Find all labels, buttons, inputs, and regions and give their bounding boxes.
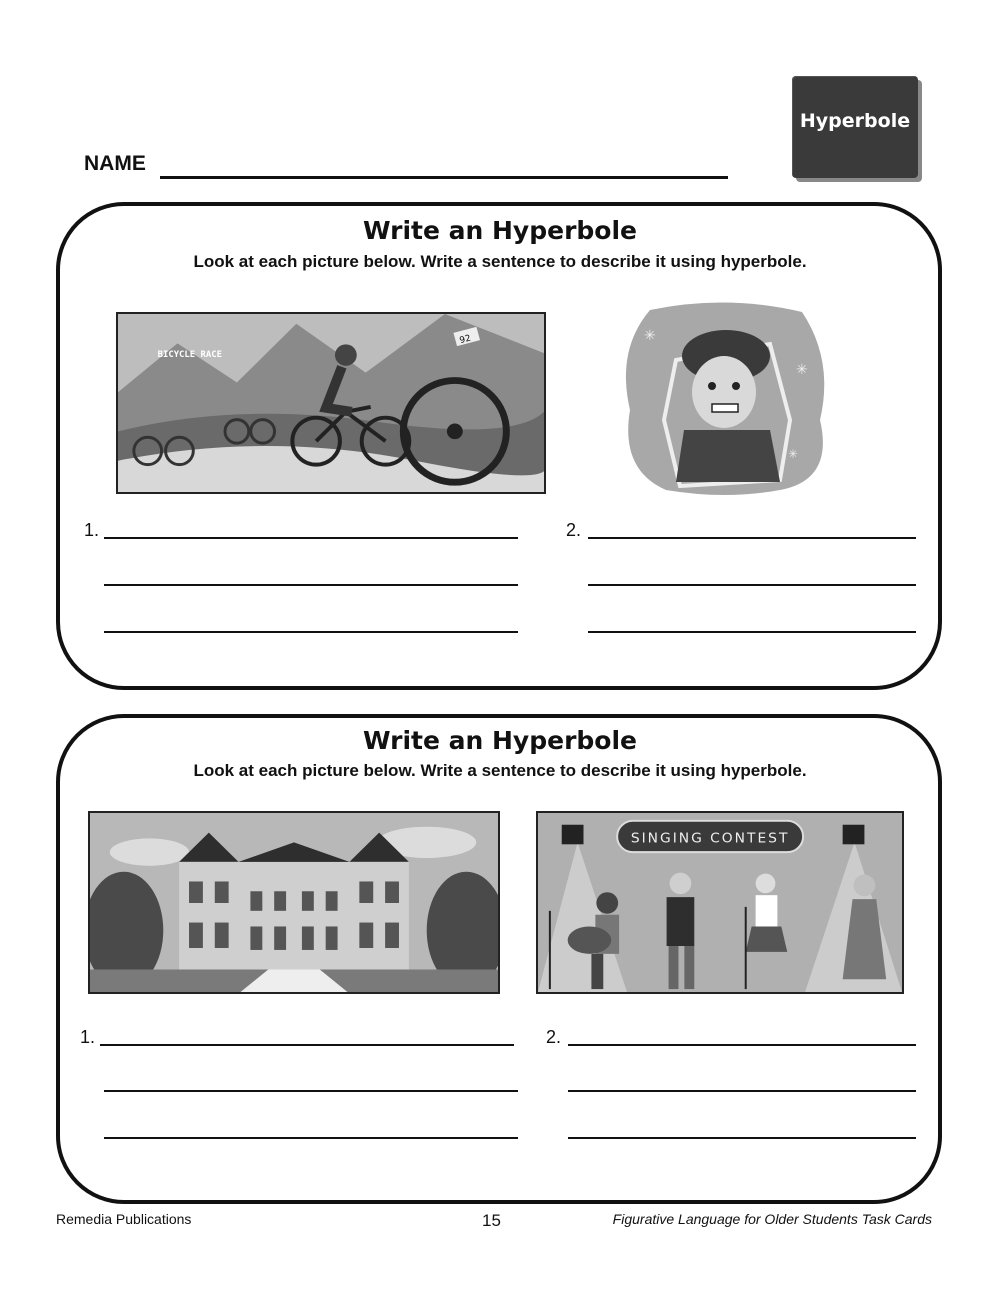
topic-tab — [792, 76, 918, 178]
card-2-item-2-number: 2. — [546, 1027, 562, 1047]
name-line[interactable] — [160, 176, 728, 179]
card-2-item-1-line-1[interactable] — [100, 1044, 514, 1046]
card-1-item-2-line-1[interactable] — [588, 537, 916, 539]
name-label: NAME — [84, 152, 146, 175]
singing-contest-sign: SINGING CONTEST — [630, 830, 790, 847]
card-2-item-1-number: 1. — [80, 1027, 96, 1047]
page-number: 15 — [482, 1211, 501, 1230]
card-1-item-2-line-3[interactable] — [588, 631, 916, 633]
card-1-item-2-number: 2. — [566, 520, 582, 540]
card-1-item-1-line-3[interactable] — [104, 631, 518, 633]
singing-contest-illustration — [536, 811, 904, 994]
svg-text:✳: ✳ — [796, 361, 808, 377]
topic-tab-label: Hyperbole — [799, 110, 911, 132]
footer-book-title: Figurative Language for Older Students Task Cards — [612, 1211, 932, 1227]
card-1-item-1-line-1[interactable] — [104, 537, 518, 539]
card-2-item-2-line-2[interactable] — [568, 1090, 916, 1092]
card-1-item-1-number: 1. — [84, 520, 100, 540]
svg-text:✳: ✳ — [788, 447, 799, 461]
card-1-instructions: Look at each picture below. Write a sentence to describe it using hyperbole. — [193, 252, 807, 271]
card-1-item-2-line-2[interactable] — [588, 584, 916, 586]
race-bib-number: 92 — [458, 333, 473, 347]
svg-text:✳: ✳ — [644, 327, 656, 343]
card-1-item-1-line-2[interactable] — [104, 584, 518, 586]
card-1-title: Write an Hyperbole — [362, 216, 637, 245]
card-2-title: Write an Hyperbole — [362, 726, 637, 755]
footer-publisher: Remedia Publications — [56, 1211, 192, 1227]
race-caption: BICYCLE RACE — [157, 350, 222, 361]
bicycle-race-illustration — [116, 312, 546, 494]
card-2-item-1-line-2[interactable] — [104, 1090, 518, 1092]
frozen-child-illustration — [620, 300, 832, 496]
mansion-illustration — [88, 811, 500, 994]
card-2-item-2-line-3[interactable] — [568, 1137, 916, 1139]
card-2-item-1-line-3[interactable] — [104, 1137, 518, 1139]
card-2-instructions: Look at each picture below. Write a sentence to describe it using hyperbole. — [193, 761, 807, 780]
card-2-item-2-line-1[interactable] — [568, 1044, 916, 1046]
